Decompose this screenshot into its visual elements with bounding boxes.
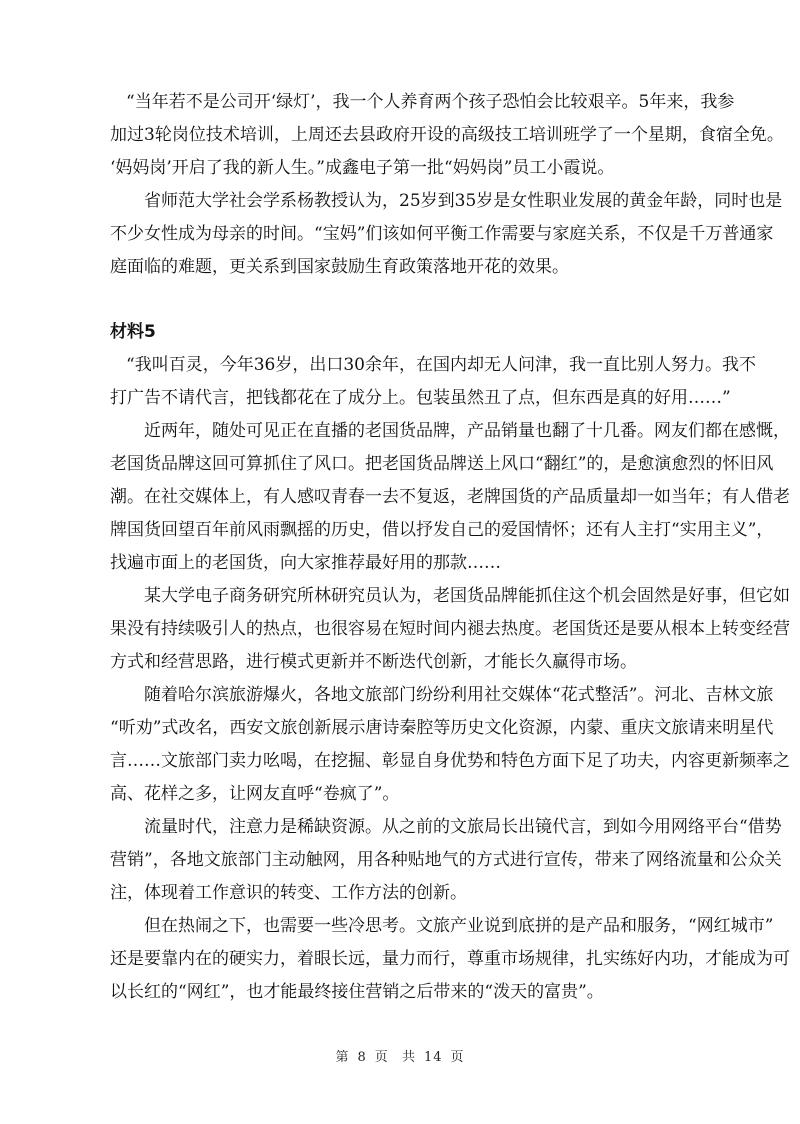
page-footer <box>0 1046 800 1065</box>
paragraph-line: “听劝”式改名，西安文旅创新展示唐诗秦腔等历史文化资源，内蒙、重庆文旅请来明星代 <box>110 718 774 738</box>
footer-page-unit: 页 <box>374 1050 389 1065</box>
paragraph-line: 加过3轮岗位技术培训，上周还去县政府开设的高级技工培训班学了一个星期，食宿全免。 <box>110 125 784 145</box>
paragraph-line: 高、花样之多，让网友直呼“卷疯了”。 <box>110 784 400 804</box>
paragraph-line: 牌国货回望百年前风雨飘摇的历史，借以抒发自己的爱国情怀；还有人主打“实用主义”， <box>110 520 774 540</box>
footer-prefix: 第 <box>335 1050 350 1065</box>
paragraph-line: 流量时代，注意力是稀缺资源。从之前的文旅局长出镜代言，到如今用网络平台“借势 <box>144 817 782 837</box>
paragraph <box>110 580 790 679</box>
paragraph-line: “当年若不是公司开‘绿灯’，我一个人养育两个孩子恐怕会比较艰辛。5年来，我参 <box>126 92 735 112</box>
paragraph-line: 但在热闹之下，也需要一些冷思考。文旅产业说到底拼的是产品和服务，“网红城市” <box>144 916 774 936</box>
paragraph-line: 还是要靠内在的硬实力，着眼长远，量力而行，尊重市场规律，扎实练好内功，才能成为可 <box>110 949 790 969</box>
paragraph-line: 果没有持续吸引人的热点，也很容易在短时间内褪去热度。老国货还是要从根本上转变经营 <box>110 619 790 639</box>
paragraph-line: 庭面临的难题，更关系到国家鼓励生育政策落地开花的效果。 <box>110 257 569 277</box>
paragraph-line: 注，体现着工作意识的转变、工作方法的创新。 <box>110 883 467 903</box>
paragraph <box>110 86 784 185</box>
paragraph-line: 方式和经营思路，进行模式更新并不断迭代创新，才能长久赢得市场。 <box>110 652 637 672</box>
paragraph-line: 言……文旅部门卖力吆喝，在挖掘、彰显自身优势和特色方面下足了功夫，内容更新频率之 <box>110 751 790 771</box>
paragraph <box>110 349 756 415</box>
section-gap <box>110 284 710 316</box>
paragraph-line: 老国货品牌这回可算抓住了风口。把老国货品牌送上风口“翻红”的，是愈演愈烈的怀旧风 <box>110 454 774 474</box>
paragraph <box>110 185 783 284</box>
paragraph <box>110 910 790 1009</box>
paragraph <box>110 679 790 811</box>
paragraph-line: 找遍市面上的老国货，向大家推荐最好用的那款…… <box>110 553 501 573</box>
paragraph-line: “我叫百灵，今年36岁，出口30余年，在国内却无人问津，我一直比别人努力。我不 <box>126 355 756 375</box>
paragraph-line: 不少女性成为母亲的时间。“宝妈”们该如何平衡工作需要与家庭关系，不仅是千万普通家 <box>110 224 774 244</box>
paragraph-line: ‘妈妈岗’开启了我的新人生。”成鑫电子第一批“妈妈岗”员工小霞说。 <box>110 158 615 178</box>
paragraph-line: 打广告不请代言，把钱都花在了成分上。包装虽然丑了点，但东西是真的好用……” <box>110 388 731 408</box>
footer-page-number: 8 <box>357 1050 367 1065</box>
paragraph-line: 随着哈尔滨旅游爆火，各地文旅部门纷纷利用社交媒体“花式整活”。河北、吉林文旅 <box>144 685 774 705</box>
section-heading: 材料5 <box>110 322 156 342</box>
document-body <box>110 86 790 1009</box>
paragraph-line: 某大学电子商务研究所林研究员认为，老国货品牌能抓住这个机会固然是好事，但它如 <box>144 586 790 606</box>
footer-total-label: 共 <box>401 1050 416 1065</box>
footer-total-unit: 页 <box>450 1050 465 1065</box>
paragraph <box>110 415 790 580</box>
paragraph-line: 潮。在社交媒体上，有人感叹青春一去不复返，老牌国货的产品质量却一如当年；有人借老 <box>110 487 790 507</box>
footer-total-pages: 14 <box>423 1050 443 1065</box>
paragraph-line: 近两年，随处可见正在直播的老国货品牌，产品销量也翻了十几番。网友们都在感慨， <box>144 421 790 441</box>
paragraph <box>110 811 782 910</box>
paragraph-line: 以长红的“网红”，也才能最终接住营销之后带来的“泼天的富贵”。 <box>110 982 604 1002</box>
paragraph-line: 省师范大学社会学系杨教授认为，25岁到35岁是女性职业发展的黄金年龄，同时也是 <box>144 191 783 211</box>
paragraph-line: 营销”，各地文旅部门主动触网，用各种贴地气的方式进行宣传，带来了网络流量和公众关 <box>110 850 782 870</box>
